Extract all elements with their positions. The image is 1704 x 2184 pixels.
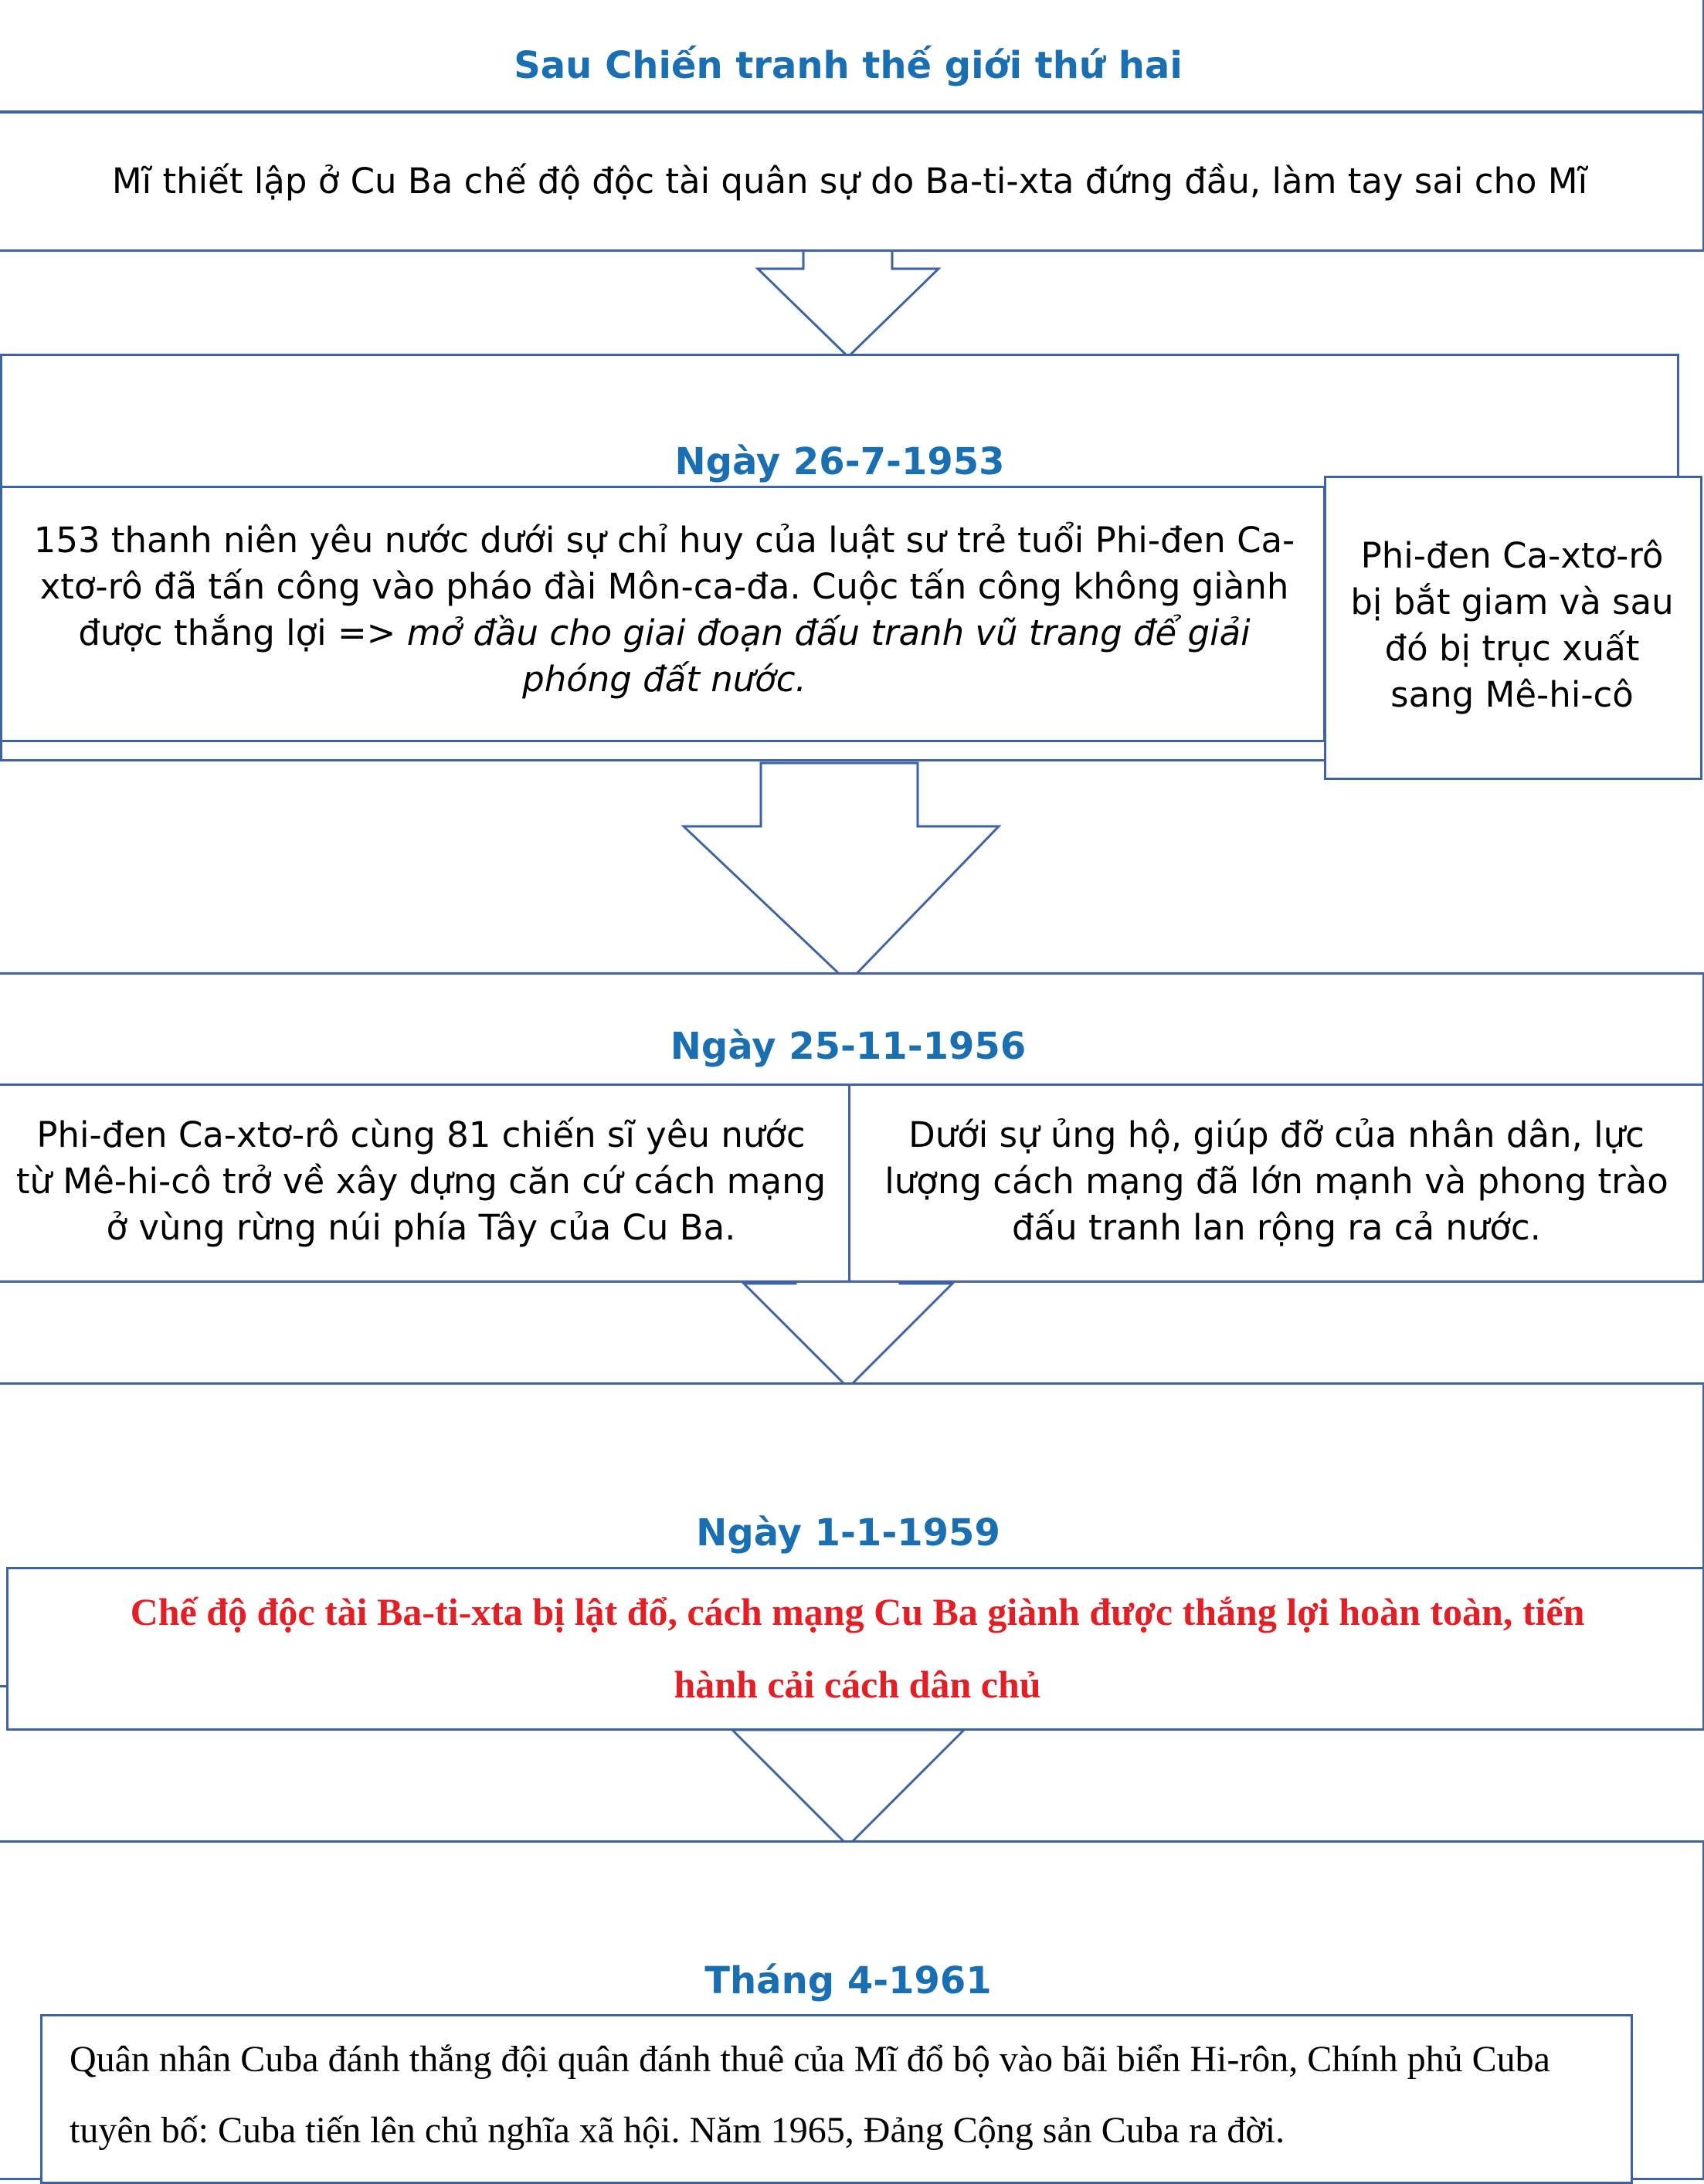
section-2-main-text-regular: 153 thanh niên yêu nước dưới sự chỉ huy của luật sư trẻ tuổi Phi-đen Ca-xtơ-rô đã tấn công vào pháo đài Môn-ca-đa. Cuộc tấn công không giành được thắng lợi => bbox=[33, 520, 1295, 653]
section-4-text: Chế độ độc tài Ba-ti-xta bị lật đổ, cách mạng Cu Ba giành được thắng lợi hoàn toàn, tiến hành cải cách dân chủ bbox=[130, 1590, 1585, 1706]
section-2-side-text: Phi-đen Ca-xtơ-rô bị bắt giam và sau đó bị trục xuất sang Mê-hi-cô bbox=[1350, 535, 1674, 715]
arrow-4 bbox=[732, 1730, 964, 1846]
section-1-title: Sau Chiến tranh thế giới thứ hai bbox=[514, 44, 1183, 87]
section-4-title: Ngày 1-1-1959 bbox=[696, 1511, 1000, 1555]
section-3-right-text: Dưới sự ủng hộ, giúp đỡ của nhân dân, lực lượng cách mạng đã lớn mạnh và phong trào đấu tranh lan rộng ra cả nước. bbox=[884, 1114, 1668, 1248]
section-5-title: Tháng 4-1961 bbox=[704, 1959, 992, 2003]
section-3-title: Ngày 25-11-1956 bbox=[670, 1025, 1027, 1068]
section-5-text: Quân nhân Cuba đánh thắng đội quân đánh thuê của Mĩ đổ bộ vào bãi biển Hi-rôn, Chính phủ Cuba tuyên bố: Cuba tiến lên chủ nghĩa xã hội. Năm 1965, Đảng Cộng sản Cuba ra đời. bbox=[70, 2039, 1550, 2151]
section-2-main-text bbox=[23, 494, 1305, 726]
section-1-text: Mĩ thiết lập ở Cu Ba chế độ độc tài quân sự do Ba-ti-xta đứng đầu, làm tay sai cho Mĩ bbox=[111, 161, 1588, 202]
section-3-left-text: Phi-đen Ca-xtơ-rô cùng 81 chiến sĩ yêu nước từ Mê-hi-cô trở về xây dựng căn cứ cách mạng ở vùng rừng núi phía Tây của Cu Ba. bbox=[15, 1114, 827, 1248]
arrow-2 bbox=[684, 763, 999, 982]
section-2-main-text-italic: mở đầu cho giai đoạn đấu tranh vũ trang để giải phóng đất nước. bbox=[406, 612, 1251, 700]
section-2-title: Ngày 26-7-1953 bbox=[674, 440, 1005, 483]
